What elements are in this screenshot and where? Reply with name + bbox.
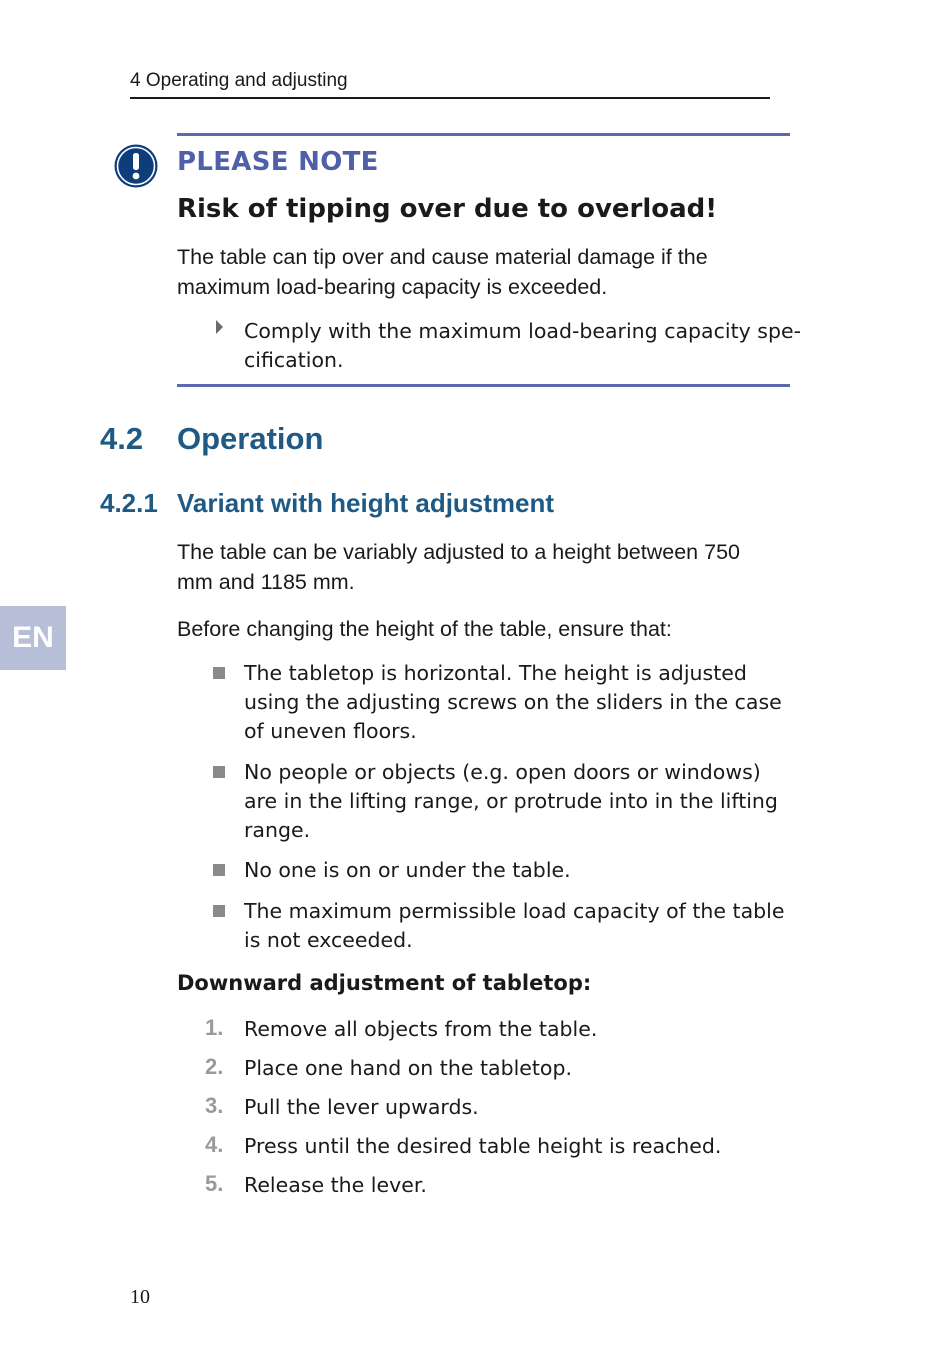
square-bullet-icon [213, 864, 225, 876]
intro-line: The table can be variably adjusted to a height between 750 [177, 540, 740, 564]
note-bottom-rule [177, 384, 790, 387]
step-text: Place one hand on the tabletop. [244, 1056, 572, 1080]
exclamation-circle-icon [113, 143, 159, 189]
note-subtitle: Risk of tipping over due to overload! [177, 194, 718, 224]
procedure-title: Downward adjustment of tabletop: [177, 971, 592, 995]
note-top-rule [177, 133, 790, 136]
step-text: Release the lever. [244, 1173, 427, 1197]
step-text: Remove all objects from the table. [244, 1017, 598, 1041]
subsection-number: 4.2.1 [100, 488, 158, 518]
note-text-line: maximum load-bearing capacity is exceeded. [177, 275, 608, 299]
bullet-line: of uneven floors. [244, 719, 417, 743]
bullet-line: No one is on or under the table. [244, 858, 571, 882]
ensure-line: Before changing the height of the table, ensure that: [177, 617, 672, 641]
intro-line: mm and 1185 mm. [177, 570, 355, 594]
step-number: 1. [205, 1015, 224, 1040]
bullet-line: range. [244, 818, 311, 842]
page-number: 10 [130, 1286, 150, 1308]
square-bullet-icon [213, 905, 225, 917]
section-title: Operation [177, 421, 324, 456]
note-title: PLEASE NOTE [177, 147, 379, 177]
step-number: 4. [205, 1132, 224, 1157]
step-number: 2. [205, 1054, 224, 1079]
step-text: Press until the desired table height is reached. [244, 1134, 722, 1158]
bullet-line: No people or objects (e.g. open doors or windows) [244, 760, 761, 784]
bullet-line: are in the lifting range, or protrude into in the lifting [244, 789, 778, 813]
action-arrow-icon [216, 320, 223, 334]
running-header: 4 Operating and adjusting [130, 70, 770, 99]
bullet-line: using the adjusting screws on the sliders in the case [244, 690, 782, 714]
section-number: 4.2 [100, 421, 144, 456]
language-tab: EN [0, 606, 66, 670]
note-action-line: Comply with the maximum load-bearing capacity spe- [244, 319, 801, 343]
bullet-line: The tabletop is horizontal. The height is adjusted [244, 661, 747, 685]
bullet-line: is not exceeded. [244, 928, 413, 952]
note-text-line: The table can tip over and cause material damage if the [177, 245, 708, 269]
step-number: 5. [205, 1171, 224, 1196]
bullet-line: The maximum permissible load capacity of the table [244, 899, 785, 923]
step-text: Pull the lever upwards. [244, 1095, 479, 1119]
square-bullet-icon [213, 766, 225, 778]
subsection-title: Variant with height adjustment [177, 488, 555, 518]
square-bullet-icon [213, 667, 225, 679]
note-action-line: cification. [244, 348, 344, 372]
step-number: 3. [205, 1093, 224, 1118]
